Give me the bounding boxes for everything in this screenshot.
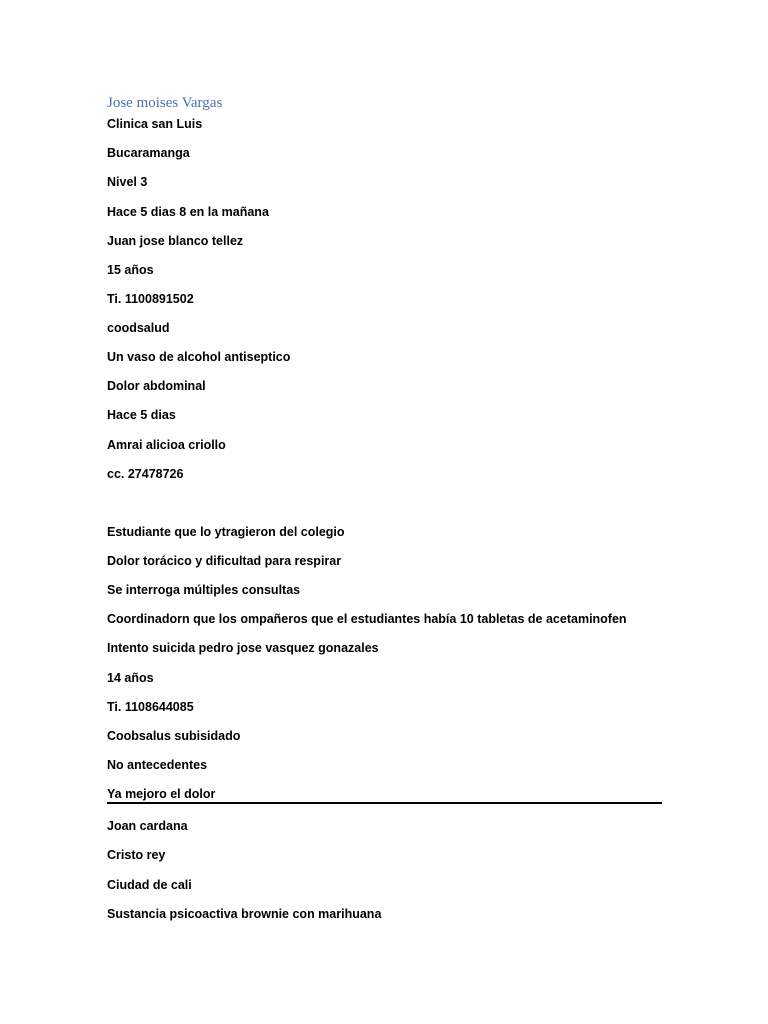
text-line: Estudiante que lo ytragieron del colegio bbox=[107, 525, 345, 539]
text-line: Cristo rey bbox=[107, 848, 166, 862]
text-line: Hace 5 dias bbox=[107, 408, 176, 422]
text-line: Nivel 3 bbox=[107, 175, 148, 189]
text-line: Bucaramanga bbox=[107, 146, 190, 160]
horizontal-rule bbox=[107, 802, 662, 804]
text-line: Clinica san Luis bbox=[107, 117, 203, 131]
text-line: Hace 5 dias 8 en la mañana bbox=[107, 205, 269, 219]
text-line: 15 años bbox=[107, 263, 154, 277]
text-line: coodsalud bbox=[107, 321, 170, 335]
text-line: Coobsalus subisidado bbox=[107, 729, 241, 743]
text-line: Juan jose blanco tellez bbox=[107, 234, 244, 248]
text-line: Coordinadorn que los ompañeros que el estudiantes había 10 tabletas de acetaminofen bbox=[107, 612, 627, 626]
text-line: No antecedentes bbox=[107, 758, 208, 772]
text-line: Ya mejoro el dolor bbox=[107, 787, 216, 801]
text-line: Se interroga múltiples consultas bbox=[107, 583, 301, 597]
text-line: Ti. 1108644085 bbox=[107, 700, 194, 714]
text-line: Dolor abdominal bbox=[107, 379, 206, 393]
text-line: Ciudad de cali bbox=[107, 878, 192, 892]
text-line: Intento suicida pedro jose vasquez gonazales bbox=[107, 641, 379, 655]
text-line: Amrai alicioa criollo bbox=[107, 438, 226, 452]
document-title: Jose moises Vargas bbox=[107, 95, 223, 111]
text-line: cc. 27478726 bbox=[107, 467, 184, 481]
text-line: Joan cardana bbox=[107, 819, 188, 833]
text-line: Un vaso de alcohol antiseptico bbox=[107, 350, 291, 364]
text-line: Dolor torácico y dificultad para respirar bbox=[107, 554, 342, 568]
text-line: Ti. 1100891502 bbox=[107, 292, 194, 306]
text-line: 14 años bbox=[107, 671, 154, 685]
text-line: Sustancia psicoactiva brownie con marihuana bbox=[107, 907, 382, 921]
